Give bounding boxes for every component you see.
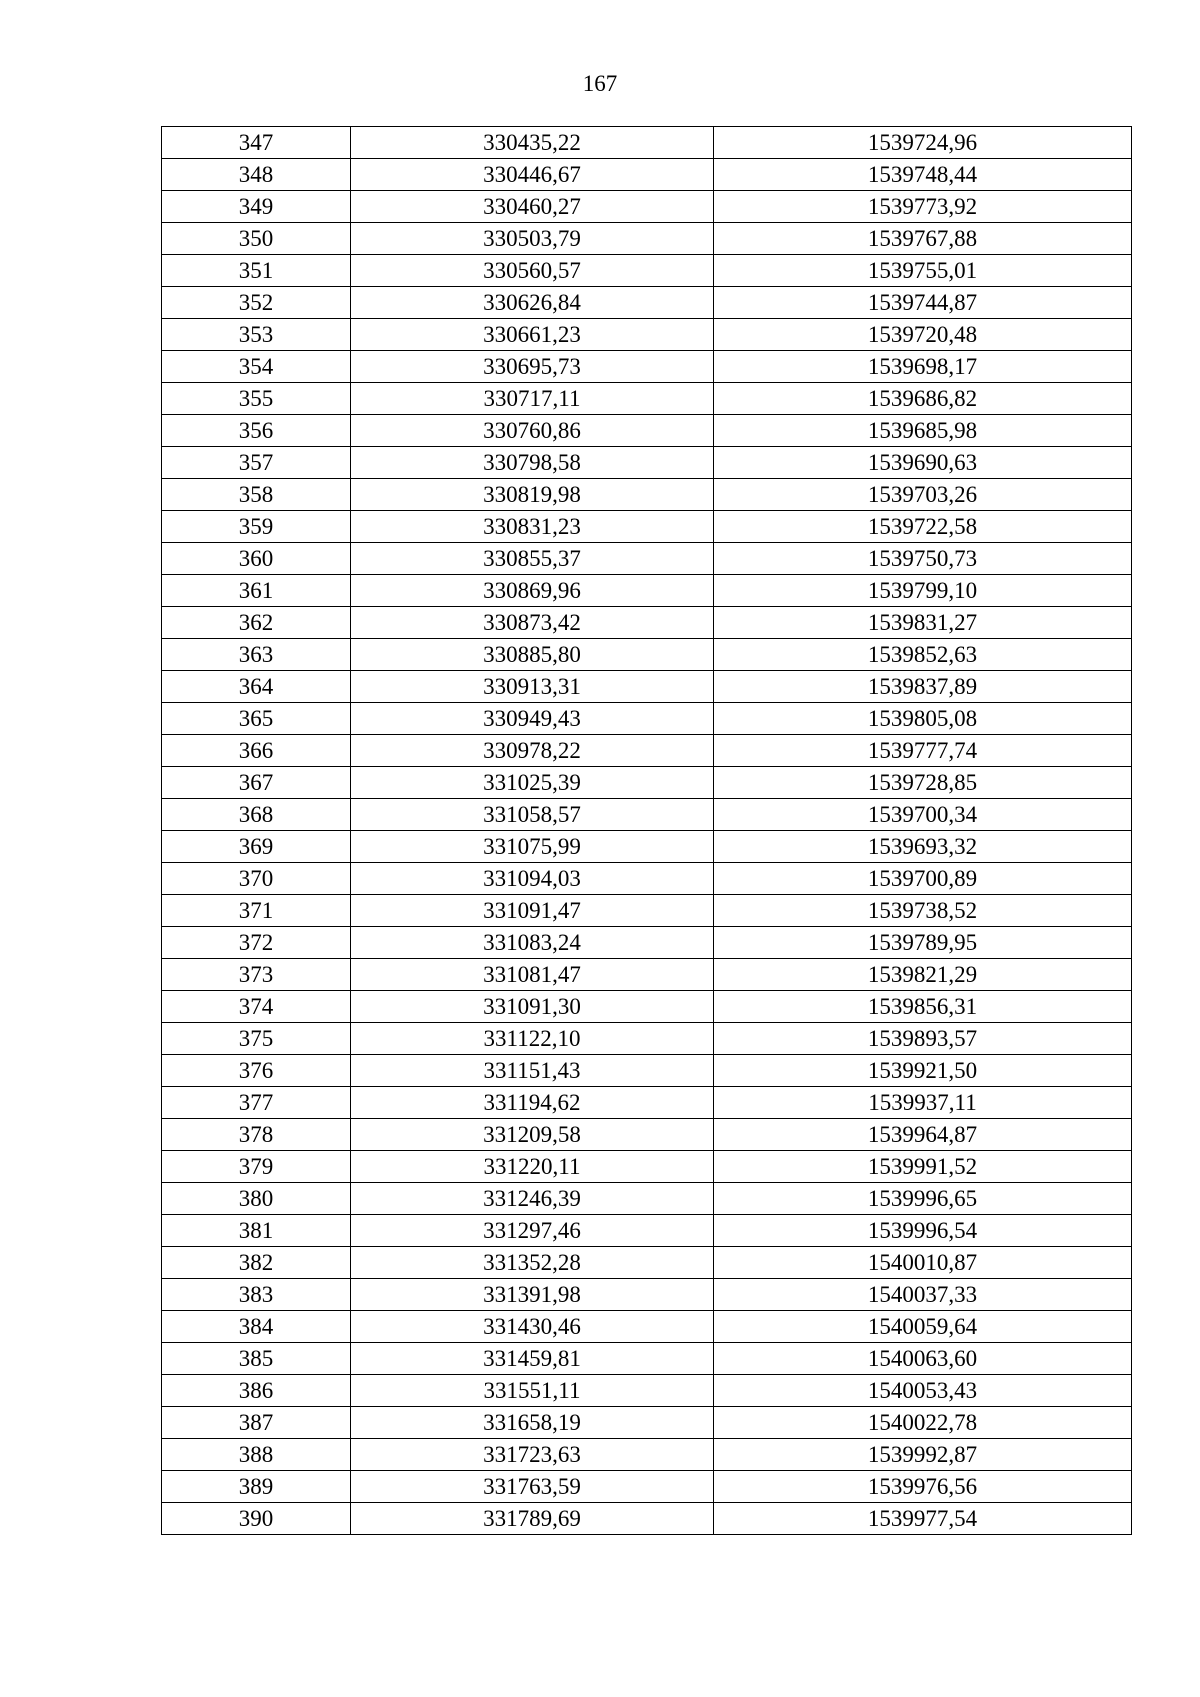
x-coordinate-cell: 330869,96: [351, 575, 714, 607]
point-number-cell: 351: [162, 255, 351, 287]
point-number-cell: 380: [162, 1183, 351, 1215]
x-coordinate-cell: 330831,23: [351, 511, 714, 543]
y-coordinate-cell: 1539698,17: [714, 351, 1132, 383]
y-coordinate-cell: 1539937,11: [714, 1087, 1132, 1119]
point-number-cell: 388: [162, 1439, 351, 1471]
table-row: [162, 1311, 1132, 1343]
table-row: [162, 351, 1132, 383]
table-row: [162, 127, 1132, 159]
y-coordinate-cell: 1539991,52: [714, 1151, 1132, 1183]
x-coordinate-cell: 331459,81: [351, 1343, 714, 1375]
point-number-cell: 358: [162, 479, 351, 511]
x-coordinate-cell: 330798,58: [351, 447, 714, 479]
table-row: [162, 1119, 1132, 1151]
point-number-cell: 362: [162, 607, 351, 639]
y-coordinate-cell: 1539977,54: [714, 1503, 1132, 1535]
table-row: [162, 159, 1132, 191]
x-coordinate-cell: 330435,22: [351, 127, 714, 159]
y-coordinate-cell: 1539992,87: [714, 1439, 1132, 1471]
y-coordinate-cell: 1539773,92: [714, 191, 1132, 223]
y-coordinate-cell: 1539964,87: [714, 1119, 1132, 1151]
point-number-cell: 381: [162, 1215, 351, 1247]
x-coordinate-cell: 331551,11: [351, 1375, 714, 1407]
y-coordinate-cell: 1539996,65: [714, 1183, 1132, 1215]
y-coordinate-cell: 1539755,01: [714, 255, 1132, 287]
y-coordinate-cell: 1540037,33: [714, 1279, 1132, 1311]
x-coordinate-cell: 330626,84: [351, 287, 714, 319]
x-coordinate-cell: 330819,98: [351, 479, 714, 511]
table-row: [162, 1439, 1132, 1471]
x-coordinate-cell: 330695,73: [351, 351, 714, 383]
y-coordinate-cell: 1540010,87: [714, 1247, 1132, 1279]
x-coordinate-cell: 331658,19: [351, 1407, 714, 1439]
table-row: [162, 895, 1132, 927]
x-coordinate-cell: 330855,37: [351, 543, 714, 575]
point-number-cell: 368: [162, 799, 351, 831]
table-row: [162, 863, 1132, 895]
y-coordinate-cell: 1539767,88: [714, 223, 1132, 255]
x-coordinate-cell: 331430,46: [351, 1311, 714, 1343]
y-coordinate-cell: 1539693,32: [714, 831, 1132, 863]
table-row: [162, 255, 1132, 287]
x-coordinate-cell: 330446,67: [351, 159, 714, 191]
point-number-cell: 375: [162, 1023, 351, 1055]
y-coordinate-cell: 1539744,87: [714, 287, 1132, 319]
table-row: [162, 991, 1132, 1023]
table-row: [162, 927, 1132, 959]
page-number: 167: [582, 71, 618, 96]
table-row: [162, 1375, 1132, 1407]
point-number-cell: 355: [162, 383, 351, 415]
table-row: [162, 831, 1132, 863]
point-number-cell: 364: [162, 671, 351, 703]
table-row: [162, 1503, 1132, 1535]
x-coordinate-cell: 331075,99: [351, 831, 714, 863]
table-row: [162, 1215, 1132, 1247]
x-coordinate-cell: 331220,11: [351, 1151, 714, 1183]
y-coordinate-cell: 1539799,10: [714, 575, 1132, 607]
table-row: [162, 287, 1132, 319]
table-row: [162, 767, 1132, 799]
y-coordinate-cell: 1539856,31: [714, 991, 1132, 1023]
y-coordinate-cell: 1539686,82: [714, 383, 1132, 415]
point-number-cell: 376: [162, 1055, 351, 1087]
table-row: [162, 1247, 1132, 1279]
y-coordinate-cell: 1539690,63: [714, 447, 1132, 479]
x-coordinate-cell: 331194,62: [351, 1087, 714, 1119]
x-coordinate-cell: 330661,23: [351, 319, 714, 351]
table-row: [162, 639, 1132, 671]
x-coordinate-cell: 330885,80: [351, 639, 714, 671]
point-number-cell: 373: [162, 959, 351, 991]
x-coordinate-cell: 331246,39: [351, 1183, 714, 1215]
y-coordinate-cell: 1539738,52: [714, 895, 1132, 927]
table-row: [162, 607, 1132, 639]
table-row: [162, 415, 1132, 447]
table-row: [162, 1343, 1132, 1375]
point-number-cell: 356: [162, 415, 351, 447]
x-coordinate-cell: 330873,42: [351, 607, 714, 639]
y-coordinate-cell: 1539831,27: [714, 607, 1132, 639]
x-coordinate-cell: 331083,24: [351, 927, 714, 959]
y-coordinate-cell: 1539748,44: [714, 159, 1132, 191]
point-number-cell: 361: [162, 575, 351, 607]
point-number-cell: 366: [162, 735, 351, 767]
table-row: [162, 543, 1132, 575]
x-coordinate-cell: 331094,03: [351, 863, 714, 895]
x-coordinate-cell: 330978,22: [351, 735, 714, 767]
y-coordinate-cell: 1539976,56: [714, 1471, 1132, 1503]
x-coordinate-cell: 331058,57: [351, 799, 714, 831]
point-number-cell: 352: [162, 287, 351, 319]
point-number-cell: 367: [162, 767, 351, 799]
point-number-cell: 365: [162, 703, 351, 735]
table-row: [162, 703, 1132, 735]
point-number-cell: 349: [162, 191, 351, 223]
point-number-cell: 360: [162, 543, 351, 575]
table-row: [162, 1055, 1132, 1087]
point-number-cell: 363: [162, 639, 351, 671]
point-number-cell: 353: [162, 319, 351, 351]
x-coordinate-cell: 331209,58: [351, 1119, 714, 1151]
table-row: [162, 1183, 1132, 1215]
coordinates-table: [161, 126, 1132, 1535]
table-row: [162, 1471, 1132, 1503]
y-coordinate-cell: 1539720,48: [714, 319, 1132, 351]
x-coordinate-cell: 331091,30: [351, 991, 714, 1023]
y-coordinate-cell: 1539728,85: [714, 767, 1132, 799]
point-number-cell: 379: [162, 1151, 351, 1183]
point-number-cell: 385: [162, 1343, 351, 1375]
point-number-cell: 369: [162, 831, 351, 863]
table-row: [162, 223, 1132, 255]
x-coordinate-cell: 331789,69: [351, 1503, 714, 1535]
table-row: [162, 447, 1132, 479]
x-coordinate-cell: 331352,28: [351, 1247, 714, 1279]
point-number-cell: 389: [162, 1471, 351, 1503]
y-coordinate-cell: 1539805,08: [714, 703, 1132, 735]
y-coordinate-cell: 1539852,63: [714, 639, 1132, 671]
table-row: [162, 1279, 1132, 1311]
point-number-cell: 350: [162, 223, 351, 255]
y-coordinate-cell: 1540063,60: [714, 1343, 1132, 1375]
point-number-cell: 374: [162, 991, 351, 1023]
y-coordinate-cell: 1540022,78: [714, 1407, 1132, 1439]
table-row: [162, 479, 1132, 511]
table-row: [162, 575, 1132, 607]
coordinates-table-body: [162, 127, 1132, 1535]
point-number-cell: 377: [162, 1087, 351, 1119]
x-coordinate-cell: 331763,59: [351, 1471, 714, 1503]
point-number-cell: 347: [162, 127, 351, 159]
point-number-cell: 359: [162, 511, 351, 543]
point-number-cell: 354: [162, 351, 351, 383]
y-coordinate-cell: 1539893,57: [714, 1023, 1132, 1055]
point-number-cell: 357: [162, 447, 351, 479]
x-coordinate-cell: 330460,27: [351, 191, 714, 223]
table-row: [162, 191, 1132, 223]
y-coordinate-cell: 1539703,26: [714, 479, 1132, 511]
y-coordinate-cell: 1539700,34: [714, 799, 1132, 831]
point-number-cell: 378: [162, 1119, 351, 1151]
table-row: [162, 383, 1132, 415]
table-row: [162, 511, 1132, 543]
y-coordinate-cell: 1539685,98: [714, 415, 1132, 447]
y-coordinate-cell: 1539700,89: [714, 863, 1132, 895]
point-number-cell: 348: [162, 159, 351, 191]
point-number-cell: 384: [162, 1311, 351, 1343]
point-number-cell: 370: [162, 863, 351, 895]
table-row: [162, 959, 1132, 991]
y-coordinate-cell: 1539789,95: [714, 927, 1132, 959]
table-row: [162, 735, 1132, 767]
y-coordinate-cell: 1539821,29: [714, 959, 1132, 991]
x-coordinate-cell: 331081,47: [351, 959, 714, 991]
x-coordinate-cell: 330503,79: [351, 223, 714, 255]
table-row: [162, 1087, 1132, 1119]
x-coordinate-cell: 331723,63: [351, 1439, 714, 1471]
x-coordinate-cell: 331122,10: [351, 1023, 714, 1055]
table-row: [162, 671, 1132, 703]
x-coordinate-cell: 330717,11: [351, 383, 714, 415]
x-coordinate-cell: 330560,57: [351, 255, 714, 287]
y-coordinate-cell: 1539724,96: [714, 127, 1132, 159]
y-coordinate-cell: 1539921,50: [714, 1055, 1132, 1087]
x-coordinate-cell: 330913,31: [351, 671, 714, 703]
x-coordinate-cell: 331391,98: [351, 1279, 714, 1311]
y-coordinate-cell: 1539996,54: [714, 1215, 1132, 1247]
x-coordinate-cell: 330760,86: [351, 415, 714, 447]
x-coordinate-cell: 331091,47: [351, 895, 714, 927]
x-coordinate-cell: 331297,46: [351, 1215, 714, 1247]
point-number-cell: 382: [162, 1247, 351, 1279]
table-row: [162, 799, 1132, 831]
point-number-cell: 383: [162, 1279, 351, 1311]
point-number-cell: 372: [162, 927, 351, 959]
x-coordinate-cell: 331151,43: [351, 1055, 714, 1087]
y-coordinate-cell: 1539722,58: [714, 511, 1132, 543]
point-number-cell: 386: [162, 1375, 351, 1407]
y-coordinate-cell: 1539750,73: [714, 543, 1132, 575]
y-coordinate-cell: 1540053,43: [714, 1375, 1132, 1407]
point-number-cell: 387: [162, 1407, 351, 1439]
x-coordinate-cell: 331025,39: [351, 767, 714, 799]
table-row: [162, 1151, 1132, 1183]
table-row: [162, 1023, 1132, 1055]
point-number-cell: 371: [162, 895, 351, 927]
x-coordinate-cell: 330949,43: [351, 703, 714, 735]
table-row: [162, 1407, 1132, 1439]
point-number-cell: 390: [162, 1503, 351, 1535]
table-row: [162, 319, 1132, 351]
y-coordinate-cell: 1540059,64: [714, 1311, 1132, 1343]
y-coordinate-cell: 1539777,74: [714, 735, 1132, 767]
y-coordinate-cell: 1539837,89: [714, 671, 1132, 703]
